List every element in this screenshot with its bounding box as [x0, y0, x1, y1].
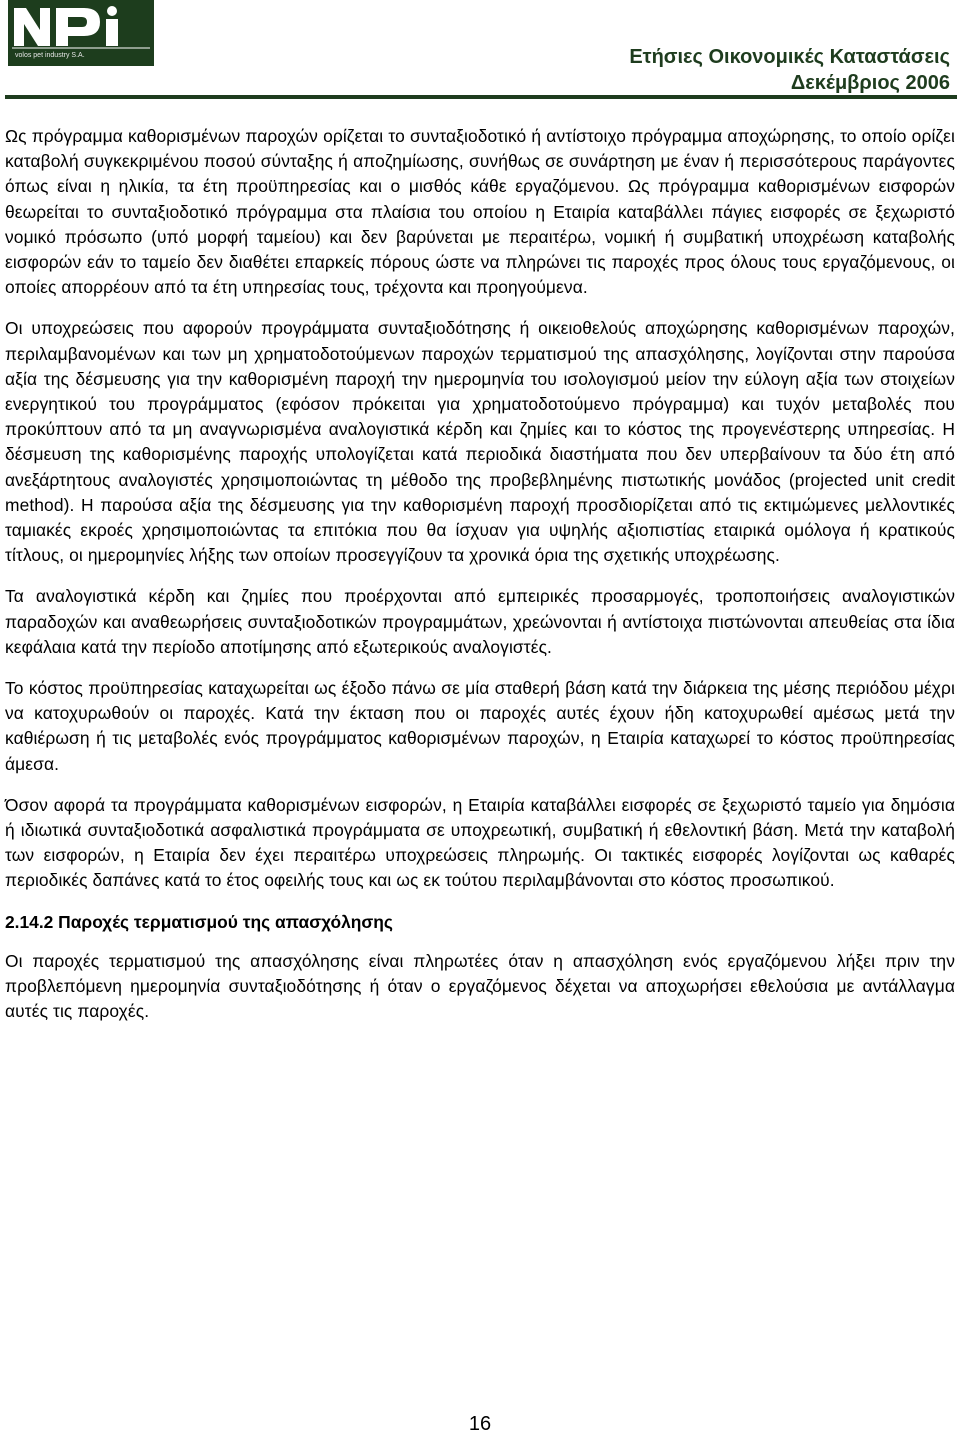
logo-subtext: volos pet industry S.A. [15, 52, 85, 59]
document-body [5, 124, 955, 1041]
paragraph-3: Τα αναλογιστικά κέρδη και ζημίες που προέρχονται από εμπειρικές προσαρμογές, τροποποιήσεις αναλογιστικών παραδοχών και αναθεωρήσεις συνταξιοδοτικών προγραμμάτων, χρεώνονται ή αντίστοιχα πιστώνονται απευθείας στα ίδια κεφάλαια κατά την περίοδο αποτίμησης από εξωτερικούς αναλογιστές. [5, 586, 955, 657]
paragraph-1: Ως πρόγραμμα καθορισμένων παροχών ορίζεται το συνταξιοδοτικό ή αντίστοιχο πρόγραμμα αποχώρησης, το οποίο ορίζει καταβολή συγκεκριμένου ποσού σύνταξης ή αποζημίωσης, συνήθως σε συνάρτηση με έναν ή περισσότερους παράγοντες όπως είναι η ηλικία, τα έτη προϋπηρεσίας και ο μισθός κάθε εργαζόμενου. Ως πρόγραμμα καθορισμένων εισφορών θεωρείται το συνταξιοδοτικό πρόγραμμα στα πλαίσια του οποίου η Εταιρία καταβάλλει πάγιες εισφορές σε ξεχωριστό νομικό πρόσωπο (υπό μορφή ταμείου) και δεν βαρύνεται με περαιτέρω, νομική ή συμβατική υποχρέωση καταβολής εισφορών εάν το ταμείο δεν διαθέτει επαρκείς πόρους ώστε να πληρώνει τις παροχές προς όλους τους εργαζόμενους, οι οποίες απορρέουν από τα έτη υπηρεσίας τους, τρέχοντα και προηγούμενα. [5, 126, 955, 298]
header-date: Δεκέμβριος 2006 [790, 72, 950, 94]
paragraph-2: Οι υποχρεώσεις που αφορούν προγράμματα συνταξιοδότησης ή οικειοθελούς αποχώρησης καθορισμένων παροχών, περιλαμβανομένων και των μη χρηματοδοτούμενων παροχών τερματισμού της απασχόλησης, λογίζονται στην παρούσα αξία της δέσμευσης για την καθορισμένη παροχή την ημερομηνία του ισολογισμού μείον την εύλογη αξία των στοιχείων ενεργητικού του προγράμματος (εφόσον πρόκειται για χρηματοδοτούμενο πρόγραμμα) και τυχόν μεταβολές που προκύπτουν από τα μη αναγνωρισμένα αναλογιστικά κέρδη και ζημίες και το κόστος της προγενέστερης υπηρεσίας. Η δέσμευση της καθορισμένης παροχής υπολογίζεται κατά περιοδικά διαστήματα που δεν υπερβαίνουν τα δύο έτη από ανεξάρτητους αναλογιστές χρησιμοποιώντας τη μέθοδο της προβεβλημένης πιστωτικής μονάδος (projected unit credit method). Η παρούσα αξία της δέσμευσης για την καθορισμένη παροχή προσδιορίζεται από τις εκτιμώμενες μελλοντικές ταμιακές εκροές χρησιμοποιώντας τα επιτόκια που θα ίσχυαν για υψηλής αξιοπιστίας εταιρικά ομόλογα ή κρατικούς τίτλους, οι ημερομηνίες λήξης των οποίων προσεγγίζουν τα χρονικά όρια της σχετικής υποχρέωσης. [5, 318, 955, 566]
section-heading: 2.14.2 Παροχές τερματισμού της απασχόλησης [5, 911, 393, 932]
page-number: 16 [468, 1413, 492, 1435]
section-paragraph: Οι παροχές τερματισμού της απασχόλησης είναι πληρωτέες όταν η απασχόληση ενός εργαζόμενου λήξει πριν την προβλεπόμενη ημερομηνία συνταξιοδότησης ή όταν ο εργαζόμενος δέχεται να αποχωρήσει εθελούσια με αντάλλαγμα αυτές τις παροχές. [5, 950, 955, 1022]
paragraph-4: Το κόστος προϋπηρεσίας καταχωρείται ως έξοδο πάνω σε μία σταθερή βάση κατά την διάρκεια της μέσης περιόδου μέχρι να κατοχυρωθούν οι παροχές. Κατά την έκταση που οι παροχές αυτές έχουν ήδη κατοχυρωθεί αμέσως μετά την καθιέρωση ή τις μεταβολές ενός προγράμματος καθορισμένων παροχών, η Εταιρία καταχωρεί το κόστος προϋπηρεσίας άμεσα. [5, 678, 955, 774]
paragraph-5: Όσον αφορά τα προγράμματα καθορισμένων εισφορών, η Εταιρία καταβάλλει εισφορές σε ξεχωριστό ταμείο για δημόσια ή ιδιωτικά συνταξιοδοτικά ασφαλιστικά προγράμματα σε υποχρεωτική, συμβατική ή εθελοντική βάση. Μετά την καταβολή των εισφορών, η Εταιρία δεν έχει περαιτέρω υποχρεώσεις πληρωμής. Οι τακτικές εισφορές λογίζονται ως καθαρές περιοδικές δαπάνες κατά το έτος οφειλής τους και ως εκ τούτου περιλαμβάνονται στο κόστος προσωπικού. [5, 794, 955, 891]
document-header [629, 44, 950, 96]
header-title: Ετήσιες Οικονομικές Καταστάσεις [629, 46, 950, 68]
company-logo [8, 0, 154, 66]
header-divider [5, 95, 957, 99]
